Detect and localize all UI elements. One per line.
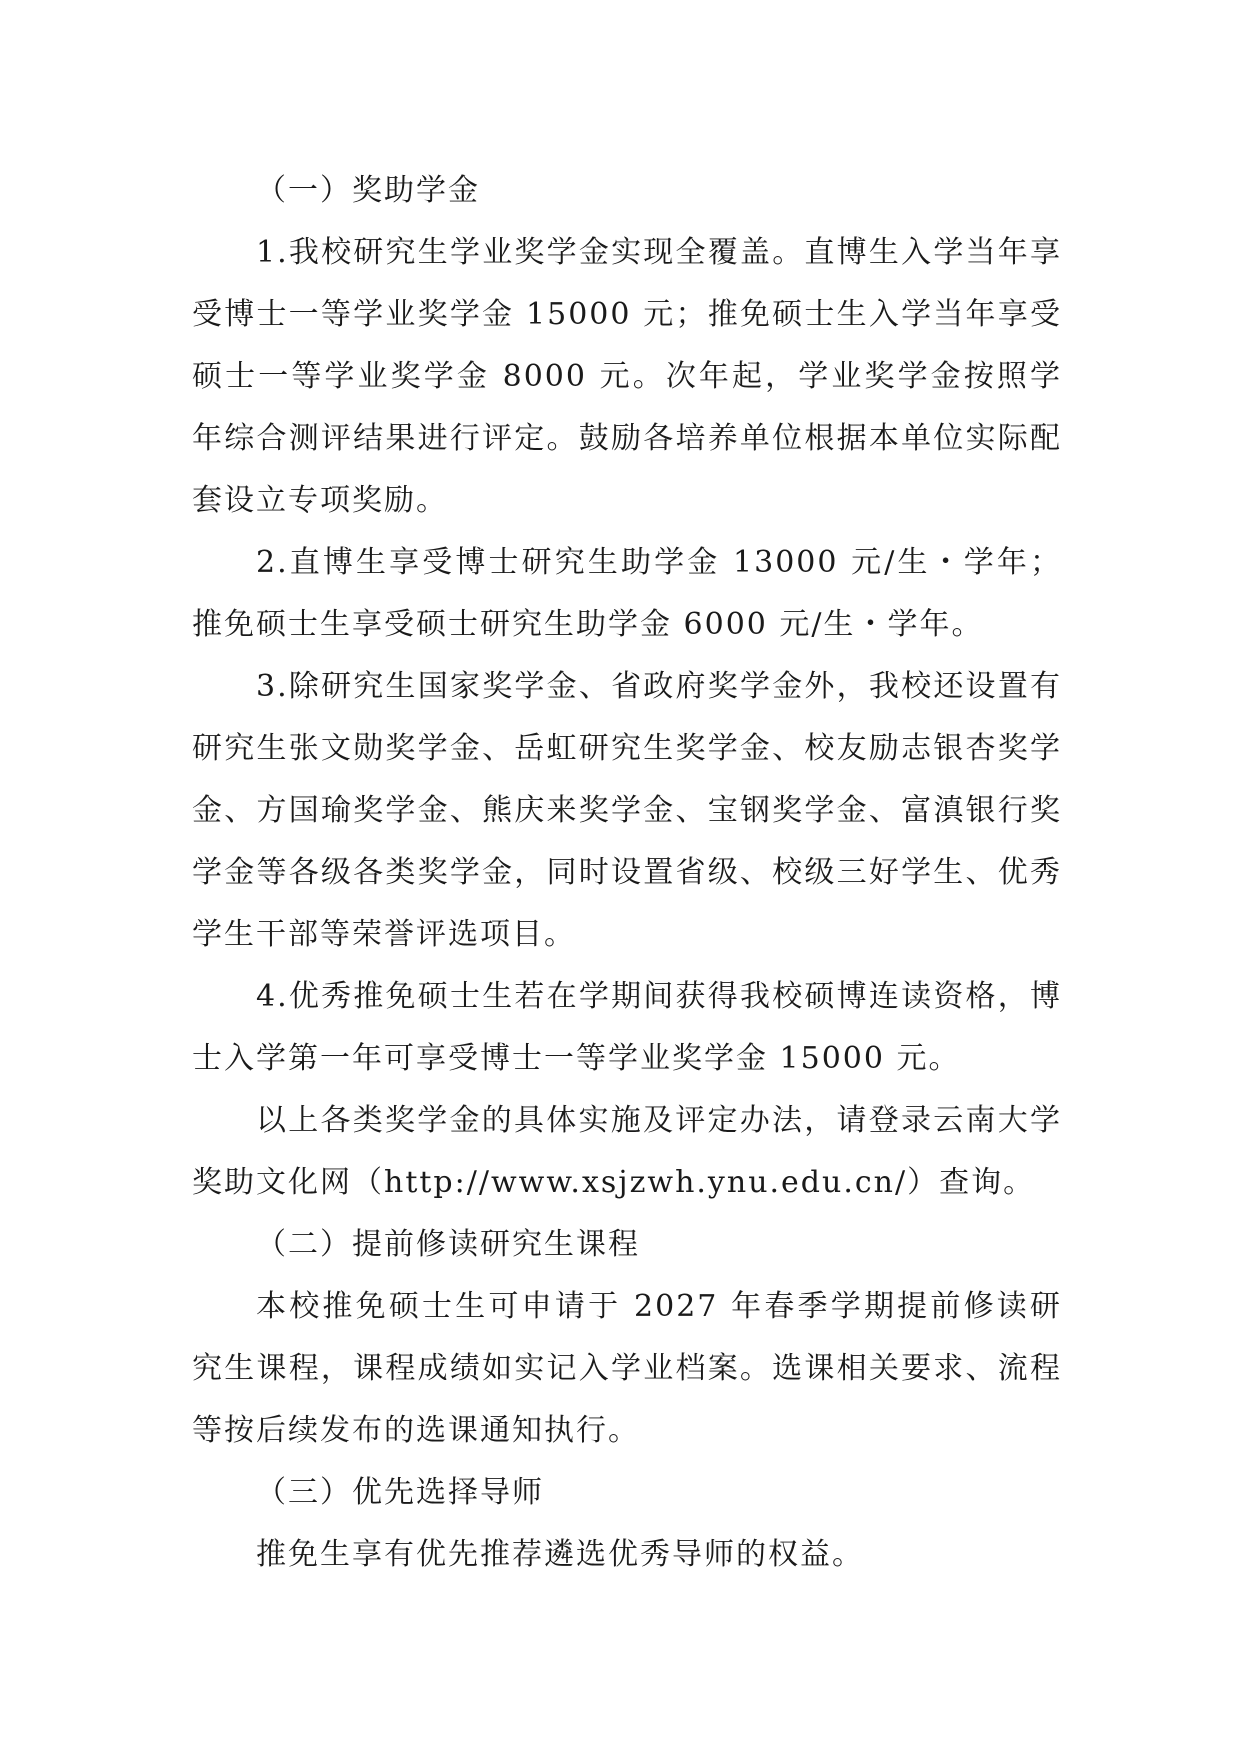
paragraph-advisor-selection: 推免生享有优先推荐遴选优秀导师的权益。 <box>256 1537 864 1572</box>
paragraph-scholarship-website: 以上各类奖学金的具体实施及评定办法，请登录云南大学奖助文化网（http://www.xsjzwh.ynu.edu.cn/）查询。 <box>192 1103 1062 1200</box>
paragraph-other-scholarships: 3.除研究生国家奖学金、省政府奖学金外，我校还设置有研究生张文勋奖学金、岳虹研究生奖学金、校友励志银杏奖学金、方国瑜奖学金、熊庆来奖学金、宝钢奖学金、富滇银行奖学金等各级各类奖学金，同时设置省级、校级三好学生、优秀学生干部等荣誉评选项目。 <box>192 669 1062 952</box>
paragraph-grant: 2.直博生享受博士研究生助学金 13000 元/生・学年；推免硕士生享受硕士研究生助学金 6000 元/生・学年。 <box>192 545 1062 642</box>
section-heading-advisor-selection: （三）优先选择导师 <box>256 1475 544 1510</box>
document-body <box>192 160 1062 1586</box>
paragraph-academic-scholarship: 1.我校研究生学业奖学金实现全覆盖。直博生入学当年享受博士一等学业奖学金 15000 元；推免硕士生入学当年享受硕士一等学业奖学金 8000 元。次年起，学业奖学金按照学年综合测评结果进行评定。鼓励各培养单位根据本单位实际配套设立专项奖励。 <box>192 235 1062 518</box>
section-heading-scholarships: （一）奖助学金 <box>256 173 480 208</box>
section-heading-early-courses: （二）提前修读研究生课程 <box>256 1227 640 1262</box>
paragraph-successive-degree: 4.优秀推免硕士生若在学期间获得我校硕博连读资格，博士入学第一年可享受博士一等学业奖学金 15000 元。 <box>192 979 1062 1076</box>
paragraph-early-courses: 本校推免硕士生可申请于 2027 年春季学期提前修读研究生课程，课程成绩如实记入学业档案。选课相关要求、流程等按后续发布的选课通知执行。 <box>192 1289 1062 1448</box>
